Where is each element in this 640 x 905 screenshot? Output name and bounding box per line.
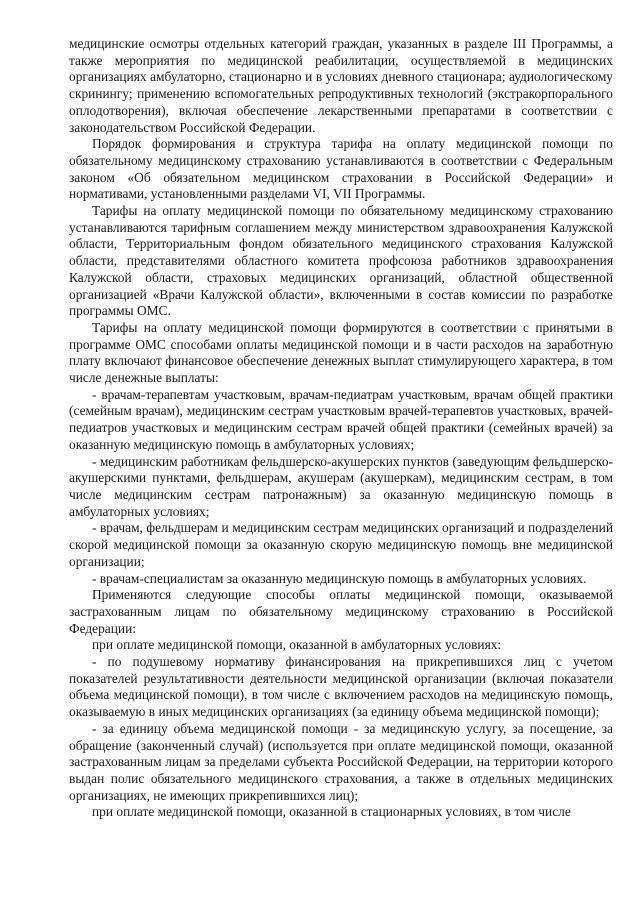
paragraph-2: Порядок формирования и структура тарифа на оплату медицинской помощи по обязательному медицинскому страхованию устанавливаются в соответствии с Федеральным законом «Об обязательном медицинском страховании в Российской Федерации» и нормативами, установленными разделами VI, VII Программы.	[69, 136, 613, 202]
paragraph-4: Тарифы на оплату медицинской помощи формируются в соответствии с принятыми в программе ОМС способами оплаты медицинской помощи и в части расходов на заработную плату включают финансовое обеспечение денежных выплат стимулирующего характера, в том числе денежные выплаты:	[69, 319, 613, 386]
paragraph-5: Применяются следующие способы оплаты медицинской помощи, оказываемой застрахованным лицам по обязательному медицинскому страхованию в Российской Федерации:	[69, 587, 613, 636]
paragraph-3: Тарифы на оплату медицинской помощи по обязательному медицинскому страхованию устанавливаются тарифным соглашением между министерством здравоохранения Калужской области, Территориальным фондом обязательного медицинского страхования Калужской области, представителями областного комитета профсоюза работников здравоохранения Калужской области, страховых медицинских организаций, областной общественной организацией «Врачи Калужской области», включенными в состав комиссии по разработке программы ОМС.	[69, 203, 613, 319]
document-page	[69, 36, 613, 821]
list-item-2: - медицинским работникам фельдшерско-акушерских пунктов (заведующим фельдшерско-акушерскими пунктами, фельдшерам, акушерам (акушеркам), медицинским сестрам, в том числе медицинским сестрам патронажным) за оказанную медицинскую помощь в амбулаторных условиях;	[69, 453, 613, 519]
paragraph-6: при оплате медицинской помощи, оказанной в амбулаторных условиях:	[92, 637, 502, 653]
list-item-4: - врачам-специалистам за оказанную медицинскую помощь в амбулаторных условиях.	[92, 570, 587, 586]
paragraph-7: при оплате медицинской помощи, оказанной в стационарных условиях, в том числе	[92, 804, 571, 820]
list-item-1: - врачам-терапевтам участковым, врачам-педиатрам участковым, врачам общей практики (семейным врачам), медицинским сестрам участковым врачей-терапевтов участковых, врачей-педиатров участковых и медицинским сестрам врачей общей практики (семейных врачей) за оказанную медицинскую помощь в амбулаторных условиях;	[69, 386, 613, 452]
list-item-6: - за единицу объема медицинской помощи - за медицинскую услугу, за посещение, за обращение (законченный случай) (используется при оплате медицинской помощи, оказанной застрахованным лицам за пределами субъекта Российской Федерации, на территории которого выдан полис обязательного медицинского страхования, а также в отдельных медицинских организациях, не имеющих прикрепившихся лиц);	[69, 720, 613, 803]
list-item-3: - врачам, фельдшерам и медицинским сестрам медицинских организаций и подразделений скорой медицинской помощи за оказанную скорую медицинскую помощь вне медицинской организации;	[69, 520, 613, 569]
paragraph-1: медицинские осмотры отдельных категорий граждан, указанных в разделе III Программы, а также мероприятия по медицинской реабилитации, осуществляемой в медицинских организациях амбулаторно, стационарно и в условиях дневного стационара; аудиологическому скринингу; применению вспомогательных репродуктивных технологий (экстракорпорального оплодотворения), включая обеспечение лекарственными препаратами в соответствии с законодательством Российской Федерации.	[69, 36, 613, 135]
list-item-5: - по подушевому нормативу финансирования на прикрепившихся лиц с учетом показателей результативности деятельности медицинской организации (включая показатели объема медицинской помощи), в том числе с включением расходов на медицинскую помощь, оказываемую в иных медицинских организациях (за единицу объема медицинской помощи);	[69, 654, 613, 720]
